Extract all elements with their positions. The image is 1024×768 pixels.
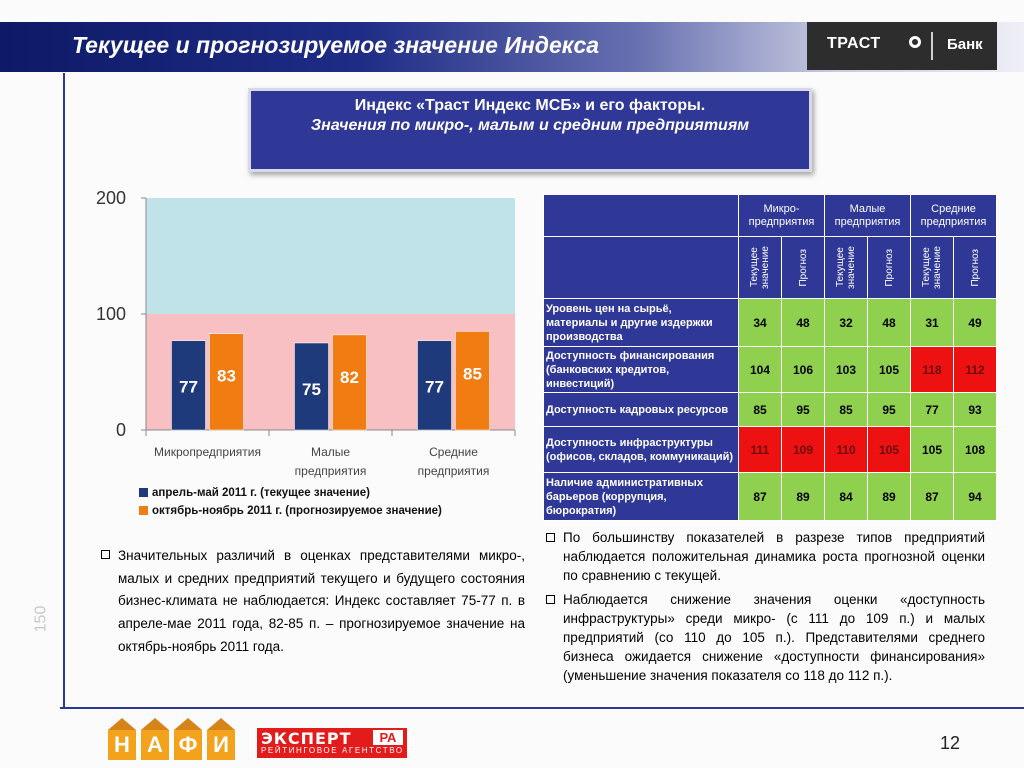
subheader-label: Текущее значение [835, 246, 858, 289]
value-cell: 105 [868, 427, 911, 473]
page-number: 12 [940, 733, 961, 753]
logo-left-text: ТРАСТ [827, 35, 881, 52]
y-tick-label: 200 [95, 188, 126, 208]
nafi-letter: А [141, 730, 169, 760]
nafi-letter: И [207, 730, 235, 760]
value-cell: 85 [739, 393, 782, 427]
trust-bank-logo [807, 22, 997, 70]
value-cell: 87 [911, 473, 954, 521]
x-category-label: предприятия [294, 464, 367, 478]
value-cell: 108 [954, 427, 997, 473]
checkbox-bullet-icon [546, 533, 555, 542]
legend-label: апрель-май 2011 г. (текущее значение) [152, 487, 370, 499]
bullet-text: Значительных различий в оценках представителями микро-, малых и средних предприятий текущего и будущего состояния бизнес-климата не наблюдается: Индекс составляет 75-77 п. в апреле-мае 2011 года, 82-85 п. – прогнозируемое значение на октябрь-ноябрь 2011 года. [118, 548, 525, 654]
right-commentary [545, 528, 985, 686]
value-cell: 118 [911, 347, 954, 393]
bar-data-label: 85 [463, 364, 482, 384]
x-category-label: Малые [310, 445, 351, 459]
table-row [544, 393, 997, 427]
nafi-letter: Ф [174, 730, 202, 760]
bullet-item [100, 545, 525, 659]
subheader-cell [954, 237, 997, 299]
value-cell: 109 [782, 427, 825, 473]
left-frame-line [63, 73, 65, 708]
legend-swatch [139, 488, 148, 497]
value-cell: 34 [739, 299, 782, 347]
value-cell: 105 [868, 347, 911, 393]
expert-logo-subtitle: РЕЙТИНГОВОЕ АГЕНТСТВО [261, 746, 404, 755]
bar-data-label: 75 [302, 380, 321, 399]
bullet-text: По большинству показателей в разрезе типов предприятий наблюдается положительная динамика роста прогнозной оценки по сравнению с текущей. [563, 530, 985, 584]
y-tick-label: 100 [95, 304, 126, 324]
expert-logo-title: ЭКСПЕРТ [261, 729, 352, 748]
table-corner-cell [544, 195, 739, 237]
row-label: Доступность кадровых ресурсов [544, 393, 739, 427]
value-cell: 31 [911, 299, 954, 347]
bottom-frame-line [60, 707, 1024, 709]
value-cell: 85 [825, 393, 868, 427]
value-cell: 84 [825, 473, 868, 521]
value-cell: 49 [954, 299, 997, 347]
x-category-label: Микропредприятия [154, 445, 261, 459]
bullet-item [545, 590, 985, 686]
value-cell: 32 [825, 299, 868, 347]
value-cell: 110 [825, 427, 868, 473]
table-row [544, 347, 997, 393]
value-cell: 77 [911, 393, 954, 427]
value-cell: 105 [911, 427, 954, 473]
value-cell: 112 [954, 347, 997, 393]
nafi-logo [108, 718, 236, 760]
value-cell: 48 [868, 299, 911, 347]
nafi-roof-shape [141, 718, 169, 730]
value-cell: 103 [825, 347, 868, 393]
bullet-text: Наблюдается снижение значения оценки «доступность инфраструктуры» среди микро- (с 111 до 109 п.) и малых предприятий (со 110 до 105 п.). Представителями среднего бизнеса ожидается снижение «доступности финансирования» (уменьшение значения показателя со 118 до 112 п.). [563, 591, 985, 684]
legend-swatch [139, 506, 148, 515]
group-header-small: Малые предприятия [825, 195, 911, 237]
bullet-item [545, 528, 985, 586]
subheader-label: Текущее значение [749, 246, 771, 289]
header-bar [0, 22, 1024, 72]
subtitle-box [248, 88, 812, 172]
bar-data-label: 82 [340, 367, 359, 387]
subheader-label: Прогноз [969, 248, 981, 287]
expert-logo-ra: РА [373, 730, 403, 745]
nafi-letter: Н [108, 730, 136, 760]
subtitle-line-2: Значения по микро-, малым и средним предприятиям [310, 117, 750, 134]
subheader-label: Текущее значение [921, 246, 944, 289]
group-header-medium: Средние предприятия [911, 195, 997, 237]
nafi-roof-shape [174, 718, 202, 730]
legend-label: октябрь-ноябрь 2011 г. (прогнозируемое значение) [152, 505, 442, 517]
x-category-label: предприятия [417, 464, 490, 478]
value-cell: 89 [868, 473, 911, 521]
page-title: Текущее и прогнозируемое значение Индекса [72, 32, 600, 58]
chart-band [146, 198, 515, 314]
logo-divider [931, 32, 933, 60]
subheader-label: Прогноз [883, 248, 895, 287]
subheader-cell [868, 237, 911, 299]
table-row [544, 473, 997, 521]
y-tick-label: 0 [115, 420, 126, 440]
logo-ring-icon [909, 36, 921, 48]
checkbox-bullet-icon [101, 550, 110, 559]
bar-data-label: 77 [425, 377, 444, 397]
bar-data-label: 83 [217, 366, 236, 386]
expert-ra-logo [257, 728, 407, 758]
row-label: Уровень цен на сырьё, материалы и другие издержки производства [544, 299, 739, 347]
logo-right-text: Банк [947, 36, 983, 53]
value-cell: 48 [782, 299, 825, 347]
index-bar-chart [80, 180, 530, 525]
table-corner-cell-2 [544, 237, 739, 299]
side-watermark-number: 150 [32, 605, 50, 633]
table-row [544, 427, 997, 473]
table-row [544, 299, 997, 347]
group-header-micro: Микро- предприятия [739, 195, 825, 237]
bar-data-label: 77 [179, 377, 198, 397]
value-cell: 104 [739, 347, 782, 393]
value-cell: 89 [782, 473, 825, 521]
value-cell: 87 [739, 473, 782, 521]
value-cell: 95 [782, 393, 825, 427]
subheader-cell [825, 237, 868, 299]
row-label: Доступность инфраструктуры (офисов, складов, коммуникаций) [544, 427, 739, 473]
value-cell: 94 [954, 473, 997, 521]
checkbox-bullet-icon [546, 595, 555, 604]
subheader-cell [911, 237, 954, 299]
value-cell: 111 [739, 427, 782, 473]
nafi-roof-shape [108, 718, 136, 730]
left-commentary [100, 545, 525, 659]
subheader-cell [782, 237, 825, 299]
value-cell: 106 [782, 347, 825, 393]
value-cell: 95 [868, 393, 911, 427]
row-label: Доступность финансирования (банковских кредитов, инвестиций) [544, 347, 739, 393]
value-cell: 93 [954, 393, 997, 427]
x-category-label: Средние [429, 445, 478, 459]
row-label: Наличие административных барьеров (коррупция, бюрократия) [544, 473, 739, 521]
subtitle-line-1: Индекс «Траст Индекс МСБ» и его факторы. [354, 97, 706, 114]
subheader-cell [739, 237, 782, 299]
factors-table [543, 194, 997, 521]
nafi-roof-shape [207, 718, 235, 730]
subheader-label: Прогноз [797, 248, 809, 287]
